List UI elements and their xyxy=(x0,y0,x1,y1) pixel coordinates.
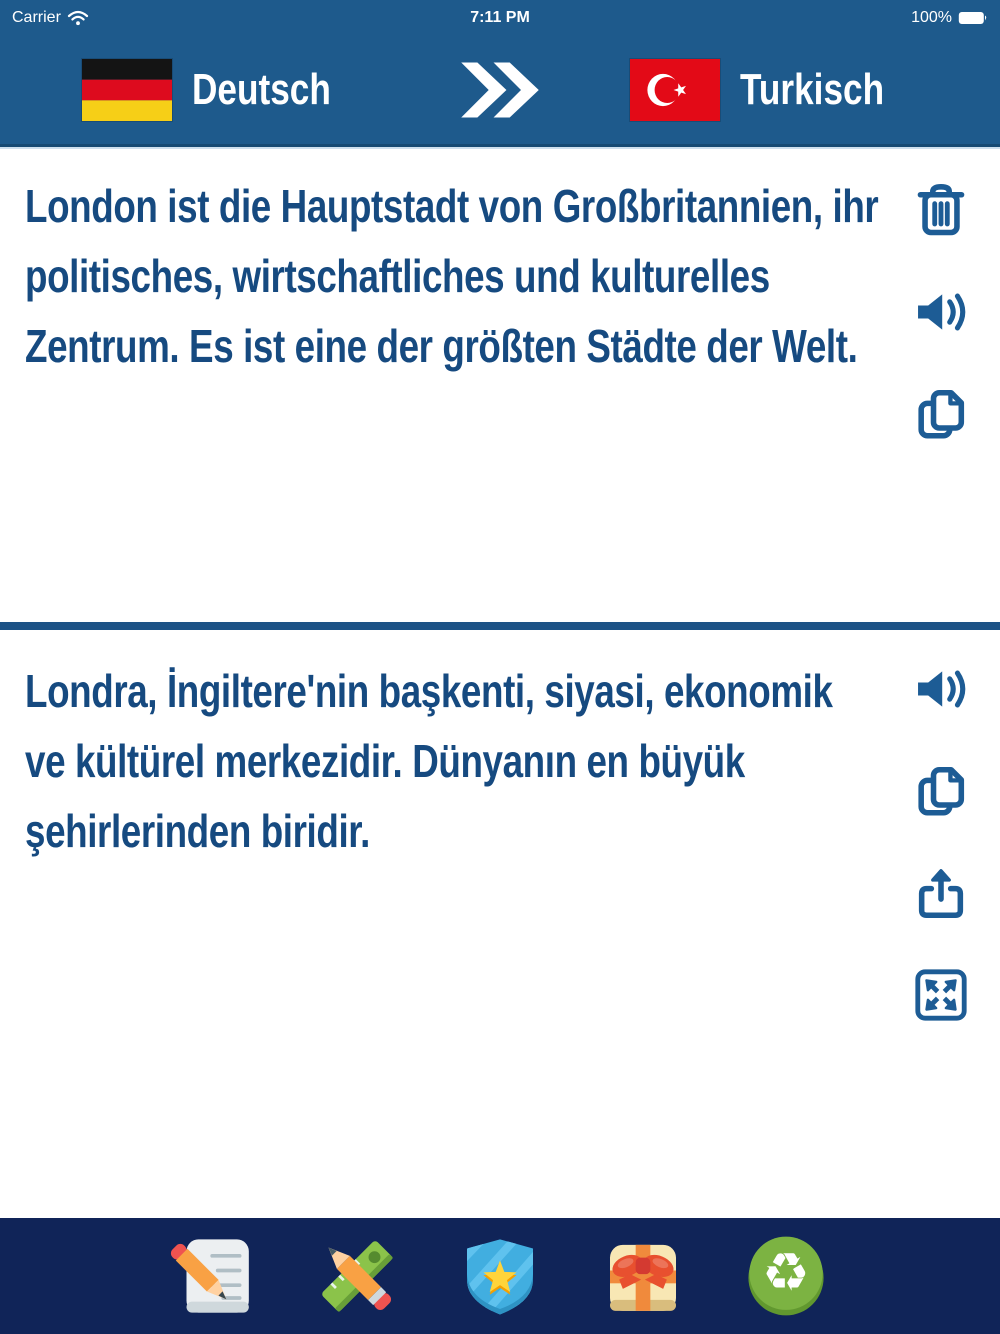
battery-icon xyxy=(958,11,988,25)
source-language-label: Deutsch xyxy=(192,65,331,114)
copy-icon xyxy=(912,385,970,443)
fullscreen-button[interactable] xyxy=(912,966,970,1024)
tools-button[interactable] xyxy=(313,1232,401,1320)
status-bar xyxy=(0,0,1000,36)
shield-star-icon xyxy=(456,1232,544,1320)
source-actions xyxy=(912,181,970,443)
speak-source-button[interactable] xyxy=(912,283,970,341)
svg-text:♻: ♻ xyxy=(762,1241,810,1304)
speaker-icon xyxy=(912,660,970,718)
source-text[interactable]: London ist die Hauptstadt von Großbritannien, ihr politisches, wirtschaftliches und kulturelles Zentrum. Es ist eine der größten Städte der Welt. xyxy=(25,180,879,372)
target-language-label: Turkisch xyxy=(740,65,885,114)
source-language-button[interactable] xyxy=(82,36,366,144)
clock: 7:11 PM xyxy=(470,9,530,26)
double-chevron-right-icon[interactable] xyxy=(458,57,542,123)
achievements-button[interactable] xyxy=(456,1232,544,1320)
status-right xyxy=(808,9,988,27)
recycle-button[interactable] xyxy=(742,1232,830,1320)
target-actions xyxy=(912,660,970,1024)
copy-target-button[interactable] xyxy=(912,762,970,820)
wifi-icon xyxy=(67,10,89,26)
ruler-pencil-icon xyxy=(313,1232,401,1320)
panel-divider xyxy=(0,622,1000,630)
status-left xyxy=(12,9,192,27)
target-text-panel xyxy=(0,630,1000,1218)
trash-icon xyxy=(912,181,970,239)
copy-icon xyxy=(912,762,970,820)
language-header xyxy=(0,36,1000,147)
copy-source-button[interactable] xyxy=(912,385,970,443)
speaker-icon xyxy=(912,283,970,341)
bottom-toolbar xyxy=(0,1218,1000,1334)
share-icon xyxy=(912,864,970,922)
source-text-panel xyxy=(0,147,1000,622)
rewards-button[interactable] xyxy=(599,1232,687,1320)
target-text[interactable]: Londra, İngiltere'nin başkenti, siyasi, ekonomik ve kültürel merkezidir. Dünyanın en büyük şehirlerinden biridir. xyxy=(25,665,833,857)
delete-button[interactable] xyxy=(912,181,970,239)
carrier-label: Carrier xyxy=(12,9,61,26)
speak-target-button[interactable] xyxy=(912,660,970,718)
recycle-icon xyxy=(742,1232,830,1320)
expand-icon xyxy=(912,966,970,1024)
target-language-button[interactable] xyxy=(630,36,920,144)
memo-icon xyxy=(170,1232,258,1320)
share-button[interactable] xyxy=(912,864,970,922)
gift-icon xyxy=(599,1232,687,1320)
germany-flag-icon xyxy=(82,59,172,121)
battery-percent: 100% xyxy=(911,9,952,26)
turkey-flag-icon xyxy=(630,59,720,121)
notes-button[interactable] xyxy=(170,1232,258,1320)
